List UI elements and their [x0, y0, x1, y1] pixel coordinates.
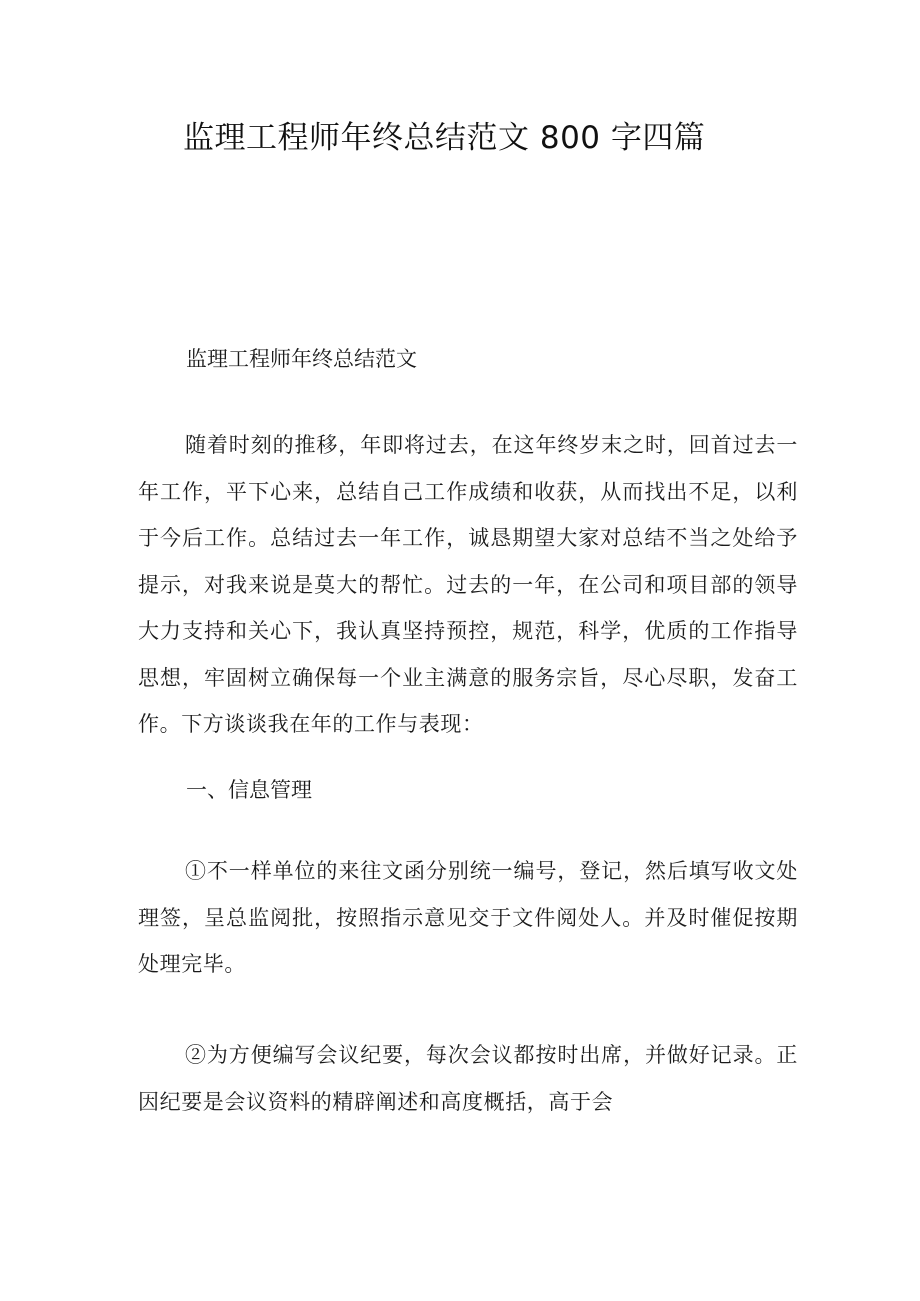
- intro-paragraph: 随着时刻的推移，年即将过去，在这年终岁末之时，回首过去一年工作，平下心来，总结自己工作成绩和收获，从而找出不足，以利于今后工作。总结过去一年工作，诚恳期望大家对总结不当之处给予提示，对我来说是莫大的帮忙。过去的一年，在公司和项目部的领导大力支持和关心下，我认真坚持预控，规范，科学，优质的工作指导思想，牢固树立确保每一个业主满意的服务宗旨，尽心尽职，发奋工作。下方谈谈我在年的工作与表现：: [138, 433, 798, 736]
- list-item-2: ②为方便编写会议纪要，每次会议都按时出席，并做好记录。正因纪要是会议资料的精辟阐述和高度概括，高于会: [138, 1043, 798, 1114]
- document-subtitle: 监理工程师年终总结范文: [186, 347, 417, 371]
- document-title: 监理工程师年终总结范文 800 字四篇: [183, 120, 706, 156]
- list-item-1: ①不一样单位的来往文函分别统一编号，登记，然后填写收文处理签，呈总监阅批，按照指示意见交于文件阅处人。并及时催促按期处理完毕。: [138, 859, 798, 976]
- section-heading-information-management: 一、信息管理: [186, 778, 312, 802]
